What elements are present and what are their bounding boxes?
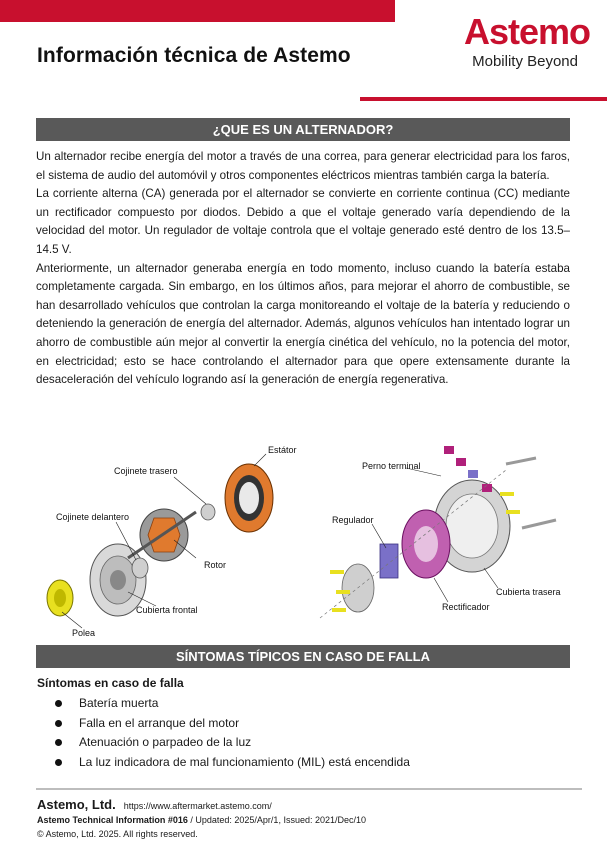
bullet-icon <box>55 700 62 707</box>
label-polea: Polea <box>72 628 96 638</box>
list-item <box>55 714 410 734</box>
section-heading-alternator: ¿QUE ES UN ALTERNADOR? <box>36 118 570 141</box>
footer-info-line <box>37 815 366 825</box>
label-cojinete-delantero: Cojinete delantero <box>56 512 130 522</box>
footer-divider <box>36 788 582 790</box>
bullet-icon <box>55 720 62 727</box>
symptom-text: La luz indicadora de mal funcionamiento (MIL) está encendida <box>79 754 410 769</box>
section-heading-symptoms: SÍNTOMAS TÍPICOS EN CASO DE FALLA <box>36 645 570 668</box>
symptom-text: Atenuación o parpadeo de la luz <box>79 735 252 749</box>
label-regulador: Regulador <box>332 515 374 525</box>
symptoms-list <box>55 694 410 772</box>
alternator-description <box>36 148 570 390</box>
list-item <box>55 753 410 773</box>
symptoms-subheading: Síntomas en caso de falla <box>37 676 184 690</box>
logo-brand: Astemo <box>463 11 590 52</box>
label-estator: Estátor <box>268 445 297 455</box>
top-red-bar <box>0 0 395 22</box>
right-assembly <box>320 446 561 618</box>
bullet-icon <box>55 739 62 746</box>
label-rotor: Rotor <box>204 560 227 570</box>
label-rectificador: Rectificador <box>442 602 490 612</box>
label-cubierta-trasera: Cubierta trasera <box>496 587 561 597</box>
footer-company-line <box>37 797 272 812</box>
header-red-line <box>360 97 607 101</box>
astemo-logo <box>440 12 590 71</box>
label-cojinete-trasero: Cojinete trasero <box>114 466 178 476</box>
paragraph-3: Anteriormente, un alternador generaba energía en todo momento, incluso cuando la batería estaba completamente cargada. Sin embargo, en los últimos años, para mejorar el ahorro de combustible, se han desarrollado vehículos que controlan la carga monitoreando el voltaje de la batería y reduciendo o deteniendo la generación de energía del alternador. Además, algunos vehículos han intentado lograr un ahorro de combustible aún mejor al convertir la energía cinética del vehículo, no la potencia del motor, en electricidad; esto se hace controlando el alternador para que opere extensamente durante la desaceleración del vehículo logrando así la generación de energía regenerativa. <box>36 261 570 387</box>
bullet-icon <box>55 759 62 766</box>
left-assembly <box>47 445 297 638</box>
symptom-text: Batería muerta <box>79 696 159 710</box>
logo-tagline: Mobility Beyond <box>472 53 578 70</box>
alternator-exploded-diagram <box>36 440 570 642</box>
list-item <box>55 733 410 753</box>
page-title: Información técnica de Astemo <box>37 44 351 67</box>
label-cubierta-frontal: Cubierta frontal <box>136 605 198 615</box>
label-perno-terminal: Perno terminal <box>362 461 421 471</box>
footer-copyright: © Astemo, Ltd. 2025. All rights reserved. <box>37 829 198 839</box>
footer-company: Astemo, Ltd. <box>37 797 116 812</box>
footer-info-bold: Astemo Technical Information #016 <box>37 815 188 825</box>
symptom-text: Falla en el arranque del motor <box>79 715 240 730</box>
footer-url-link[interactable]: https://www.aftermarket.astemo.com/ <box>123 801 272 811</box>
list-item <box>55 694 410 714</box>
paragraph-1: Un alternador recibe energía del motor a través de una correa, para generar electricidad para los faros, el sistema de audio del automóvil y otros componentes eléctricos mientras también carga la batería. <box>36 150 570 182</box>
paragraph-2: La corriente alterna (CA) generada por el alternador se convierte en corriente continua (CC) mediante un rectificador compuesto por diodos. Debido a que el voltaje generado varía dependiendo de la velocidad del motor. Un regulador de voltaje controla que el voltaje generado esté dentro de los 13.5–14.5 V. <box>36 187 570 256</box>
footer-info-rest: / Updated: 2025/Apr/1, Issued: 2021/Dec/10 <box>187 815 366 825</box>
